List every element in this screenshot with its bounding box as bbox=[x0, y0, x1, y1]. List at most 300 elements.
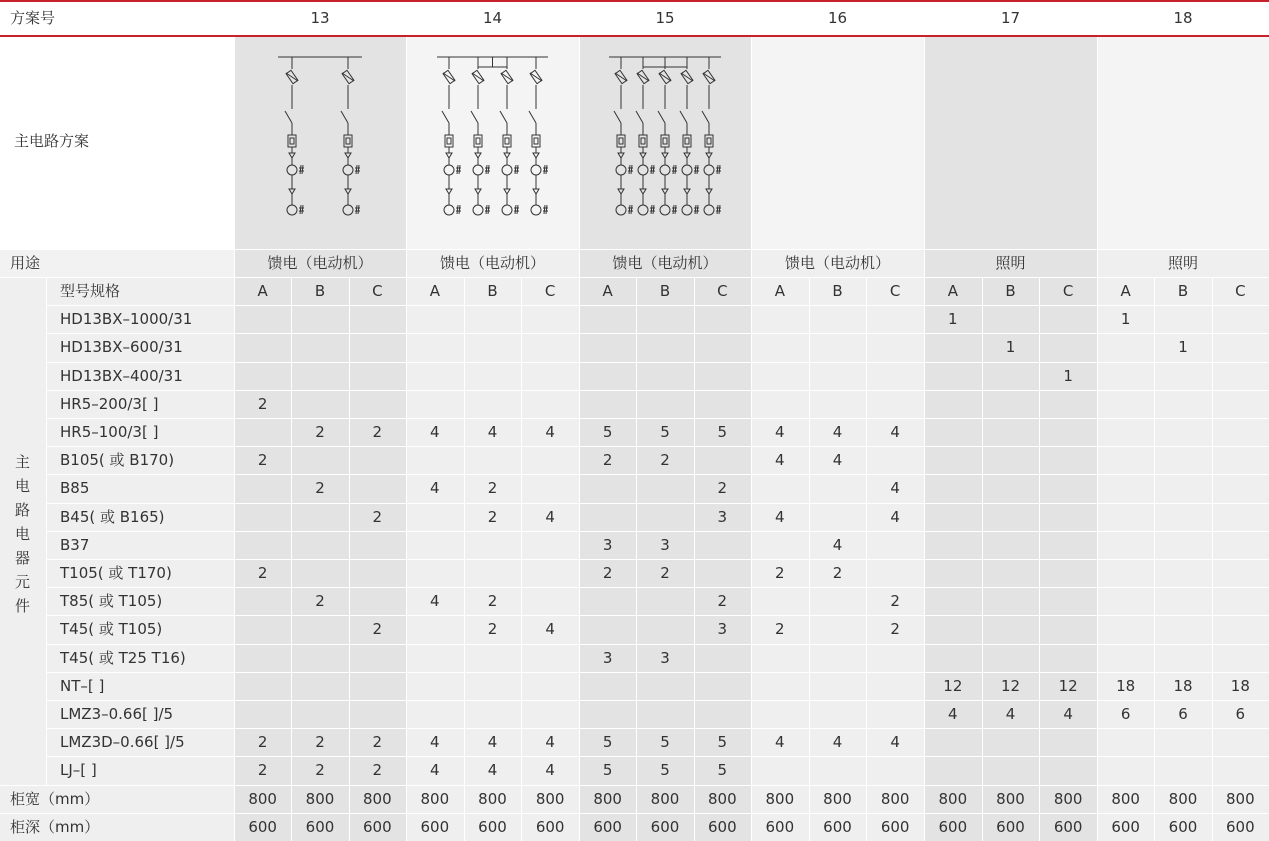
sub-column-label: C bbox=[1062, 282, 1074, 300]
width-value: 800 bbox=[593, 789, 622, 808]
fuse-icon bbox=[286, 70, 298, 83]
usage-value: 照明 bbox=[995, 254, 1026, 272]
component-qty: 12 bbox=[1058, 676, 1078, 695]
depth-value: 600 bbox=[996, 817, 1025, 836]
component-qty: 4 bbox=[890, 507, 900, 526]
ground-arrow-icon bbox=[446, 153, 452, 158]
switch-icon bbox=[614, 111, 621, 123]
width-value: 800 bbox=[823, 789, 852, 808]
fuse-icon bbox=[443, 70, 455, 83]
grid-line bbox=[0, 785, 1269, 786]
ground-arrow-icon bbox=[289, 189, 295, 194]
current-transformer-icon bbox=[682, 205, 699, 215]
component-qty: 4 bbox=[487, 733, 498, 752]
component-qty: 5 bbox=[717, 423, 728, 441]
contactor-icon bbox=[661, 135, 669, 147]
circuit-diagram bbox=[406, 37, 579, 249]
grid-line bbox=[579, 37, 580, 841]
ground-arrow-icon bbox=[446, 189, 452, 194]
width-value: 800 bbox=[248, 789, 277, 808]
component-qty: 4 bbox=[545, 733, 555, 752]
sub-column-label: A bbox=[774, 282, 785, 300]
sub-column-label: C bbox=[544, 282, 556, 300]
component-qty: 4 bbox=[430, 479, 440, 498]
current-transformer-icon bbox=[287, 205, 304, 215]
current-transformer-icon bbox=[616, 165, 633, 175]
grid-line bbox=[46, 418, 1269, 419]
component-qty: 4 bbox=[545, 761, 555, 780]
depth-value: 600 bbox=[823, 817, 852, 836]
current-transformer-icon bbox=[638, 205, 655, 215]
ground-arrow-icon bbox=[640, 189, 646, 194]
component-qty: 3 bbox=[602, 535, 613, 554]
header-rule bbox=[0, 35, 1269, 37]
ground-arrow-icon bbox=[706, 189, 712, 194]
current-transformer-icon bbox=[704, 165, 721, 175]
component-qty: 4 bbox=[775, 451, 785, 470]
grid-line bbox=[0, 813, 1269, 814]
contactor-icon bbox=[503, 135, 511, 147]
width-value: 800 bbox=[996, 789, 1025, 808]
diagram-cell-bg bbox=[1097, 37, 1269, 249]
scheme-number: 15 bbox=[655, 9, 675, 27]
scheme-number: 14 bbox=[482, 9, 503, 27]
depth-value: 600 bbox=[650, 817, 680, 836]
depth-value: 600 bbox=[1226, 817, 1255, 836]
component-qty: 2 bbox=[315, 592, 325, 611]
component-name: LJ–[ ] bbox=[60, 761, 97, 780]
component-qty: 4 bbox=[430, 423, 440, 441]
width-value: 800 bbox=[363, 789, 392, 808]
sub-column-label: B bbox=[487, 282, 498, 300]
component-qty: 4 bbox=[890, 733, 900, 752]
component-qty: 2 bbox=[832, 564, 843, 582]
contactor-core bbox=[447, 138, 451, 144]
component-group-label-char: 件 bbox=[15, 597, 31, 616]
grid-line bbox=[0, 249, 1269, 250]
current-transformer-icon bbox=[343, 205, 360, 215]
component-qty: 5 bbox=[602, 733, 613, 752]
current-transformer-icon bbox=[682, 165, 699, 175]
depth-value: 600 bbox=[1111, 817, 1140, 836]
component-qty: 3 bbox=[717, 620, 728, 639]
depth-value: 600 bbox=[880, 817, 910, 836]
contactor-core bbox=[641, 138, 645, 144]
contactor-core bbox=[505, 138, 509, 144]
scheme-no-label: 方案号 bbox=[10, 9, 56, 27]
ground-arrow-icon bbox=[289, 153, 295, 158]
width-label: 柜宽（mm） bbox=[10, 789, 100, 808]
component-qty: 6 bbox=[1178, 705, 1188, 723]
usage-value: 照明 bbox=[1167, 254, 1199, 272]
ground-arrow-icon bbox=[504, 153, 510, 158]
scheme-number: 18 bbox=[1173, 9, 1193, 27]
component-qty: 1 bbox=[948, 310, 958, 329]
switch-icon bbox=[529, 111, 536, 123]
contactor-icon bbox=[532, 135, 540, 147]
component-qty: 2 bbox=[315, 479, 325, 498]
grid-line bbox=[406, 37, 407, 841]
component-name: NT–[ ] bbox=[60, 676, 105, 695]
current-transformer-icon bbox=[287, 165, 304, 175]
grid-line bbox=[46, 446, 1269, 447]
component-qty: 4 bbox=[832, 535, 843, 554]
component-qty: 2 bbox=[602, 451, 613, 470]
width-value: 800 bbox=[765, 789, 795, 808]
width-value: 800 bbox=[1111, 789, 1140, 808]
grid-line bbox=[46, 615, 1269, 616]
sub-column-label: A bbox=[257, 282, 268, 300]
component-qty: 2 bbox=[372, 620, 383, 639]
ground-arrow-icon bbox=[662, 189, 668, 194]
component-name: T105( 或 T170) bbox=[60, 564, 172, 582]
component-qty: 4 bbox=[832, 423, 843, 441]
switch-icon bbox=[442, 111, 449, 123]
component-qty: 5 bbox=[660, 761, 670, 780]
grid-line bbox=[46, 503, 1269, 504]
ground-arrow-icon bbox=[345, 153, 351, 158]
model-spec-label: 型号规格 bbox=[60, 282, 121, 300]
component-qty: 5 bbox=[717, 733, 728, 752]
current-transformer-icon bbox=[660, 165, 677, 175]
component-qty: 4 bbox=[832, 733, 843, 752]
ground-arrow-icon bbox=[618, 153, 624, 158]
contactor-core bbox=[707, 138, 711, 144]
diagram-cell-bg bbox=[924, 37, 1097, 249]
grid-line bbox=[234, 37, 235, 841]
width-value: 800 bbox=[1226, 789, 1255, 808]
component-qty: 18 bbox=[1230, 676, 1250, 695]
contactor-icon bbox=[474, 135, 482, 147]
contactor-icon bbox=[639, 135, 647, 147]
scheme-number: 16 bbox=[827, 9, 848, 27]
depth-value: 600 bbox=[765, 817, 795, 836]
component-qty: 5 bbox=[717, 761, 728, 780]
component-qty: 2 bbox=[487, 479, 498, 498]
component-qty: 2 bbox=[890, 620, 900, 639]
ground-arrow-icon bbox=[533, 189, 539, 194]
component-qty: 18 bbox=[1173, 676, 1193, 695]
grid-line bbox=[46, 644, 1269, 645]
component-qty: 4 bbox=[775, 423, 785, 441]
component-group-label-char: 主 bbox=[15, 453, 31, 472]
depth-value: 600 bbox=[1168, 817, 1198, 836]
fuse-icon bbox=[659, 70, 671, 83]
component-qty: 4 bbox=[1005, 705, 1016, 723]
top-rule bbox=[0, 0, 1269, 2]
circuit-diagram bbox=[579, 37, 751, 249]
component-qty: 18 bbox=[1116, 676, 1136, 695]
width-value: 800 bbox=[1168, 789, 1198, 808]
component-qty: 6 bbox=[1120, 705, 1131, 723]
width-value: 800 bbox=[535, 789, 565, 808]
component-qty: 4 bbox=[948, 705, 958, 723]
component-qty: 2 bbox=[372, 507, 383, 526]
component-qty: 2 bbox=[257, 564, 268, 582]
component-qty: 4 bbox=[1063, 705, 1073, 723]
sub-column-label: B bbox=[832, 282, 843, 300]
contactor-core bbox=[685, 138, 689, 144]
usage-value: 馈电（电动机） bbox=[267, 254, 373, 272]
component-qty: 4 bbox=[890, 479, 900, 498]
grid-line bbox=[46, 756, 1269, 757]
usage-label: 用途 bbox=[10, 254, 41, 272]
sub-column-label: B bbox=[314, 282, 326, 300]
component-qty: 1 bbox=[1063, 366, 1073, 385]
contactor-core bbox=[619, 138, 623, 144]
component-group-label-char: 元 bbox=[15, 573, 31, 592]
component-qty: 2 bbox=[257, 451, 268, 470]
ground-arrow-icon bbox=[684, 153, 690, 158]
component-name: T85( 或 T105) bbox=[60, 592, 163, 611]
component-qty: 2 bbox=[487, 507, 498, 526]
component-qty: 4 bbox=[775, 507, 785, 526]
usage-value: 馈电（电动机） bbox=[784, 254, 891, 272]
component-qty: 2 bbox=[775, 620, 785, 639]
component-name: LMZ3D–0.66[ ]/5 bbox=[60, 733, 185, 752]
ground-arrow-icon bbox=[345, 189, 351, 194]
component-qty: 2 bbox=[257, 761, 268, 780]
usage-value: 馈电（电动机） bbox=[612, 254, 718, 272]
ground-arrow-icon bbox=[706, 153, 712, 158]
component-qty: 4 bbox=[430, 592, 440, 611]
component-qty: 2 bbox=[372, 733, 383, 752]
component-qty: 12 bbox=[943, 676, 963, 695]
sub-column-label: C bbox=[889, 282, 901, 300]
component-qty: 2 bbox=[257, 733, 268, 752]
component-qty: 5 bbox=[660, 733, 670, 752]
fuse-icon bbox=[530, 70, 542, 83]
current-transformer-icon bbox=[531, 165, 548, 175]
depth-value: 600 bbox=[938, 817, 968, 836]
component-qty: 4 bbox=[890, 423, 900, 441]
sub-column-label: C bbox=[1235, 282, 1246, 300]
component-qty: 6 bbox=[1235, 705, 1246, 723]
component-group-label-char: 路 bbox=[15, 501, 31, 520]
component-qty: 3 bbox=[660, 535, 670, 554]
component-name: B45( 或 B165) bbox=[60, 507, 165, 526]
current-transformer-icon bbox=[473, 165, 490, 175]
fuse-icon bbox=[501, 70, 513, 83]
component-qty: 2 bbox=[602, 564, 613, 582]
component-qty: 12 bbox=[1000, 676, 1021, 695]
component-qty: 2 bbox=[372, 761, 383, 780]
current-transformer-icon bbox=[638, 165, 655, 175]
component-group-label-char: 电 bbox=[15, 477, 31, 496]
depth-value: 600 bbox=[1053, 817, 1083, 836]
depth-value: 600 bbox=[363, 817, 392, 836]
grid-line bbox=[924, 37, 925, 841]
component-qty: 1 bbox=[1178, 338, 1188, 357]
component-qty: 4 bbox=[430, 733, 440, 752]
component-qty: 5 bbox=[660, 423, 670, 441]
contactor-core bbox=[290, 138, 294, 144]
sub-column-label: B bbox=[1177, 282, 1189, 300]
component-qty: 3 bbox=[602, 648, 613, 667]
width-value: 800 bbox=[1053, 789, 1083, 808]
scheme-number: 13 bbox=[310, 9, 330, 27]
sub-column-label: B bbox=[659, 282, 671, 300]
component-qty: 4 bbox=[545, 423, 555, 441]
component-name: HD13BX–600/31 bbox=[60, 338, 183, 357]
current-transformer-icon bbox=[473, 205, 490, 215]
column-bg bbox=[406, 249, 579, 841]
component-qty: 4 bbox=[430, 761, 440, 780]
component-name: HD13BX–400/31 bbox=[60, 366, 183, 385]
ground-arrow-icon bbox=[475, 153, 481, 158]
sub-column-label: B bbox=[1005, 282, 1016, 300]
diagram-cell-bg bbox=[751, 37, 924, 249]
component-qty: 2 bbox=[372, 423, 383, 441]
component-qty: 2 bbox=[257, 394, 268, 413]
width-value: 800 bbox=[880, 789, 910, 808]
grid-line bbox=[46, 587, 1269, 588]
width-value: 800 bbox=[305, 789, 335, 808]
usage-value: 馈电（电动机） bbox=[439, 254, 546, 272]
left-label-bg bbox=[0, 249, 46, 841]
switch-icon bbox=[680, 111, 687, 123]
component-qty: 2 bbox=[890, 592, 900, 611]
contactor-core bbox=[534, 138, 538, 144]
component-qty: 2 bbox=[717, 479, 728, 498]
current-transformer-icon bbox=[616, 205, 633, 215]
current-transformer-icon bbox=[704, 205, 721, 215]
switch-icon bbox=[658, 111, 665, 123]
fuse-icon bbox=[342, 70, 354, 83]
grid-line bbox=[46, 362, 1269, 363]
switch-icon bbox=[285, 111, 292, 123]
component-group-label-char: 电 bbox=[15, 525, 31, 544]
grid-line bbox=[46, 277, 1269, 278]
component-qty: 1 bbox=[1120, 310, 1131, 329]
grid-line bbox=[46, 333, 1269, 334]
component-name: B105( 或 B170) bbox=[60, 451, 175, 470]
width-value: 800 bbox=[420, 789, 450, 808]
component-name: HR5–100/3[ ] bbox=[60, 423, 159, 441]
grid-line bbox=[46, 672, 1269, 673]
fuse-icon bbox=[615, 70, 627, 83]
component-name: LMZ3–0.66[ ]/5 bbox=[60, 705, 174, 723]
component-qty: 3 bbox=[660, 648, 670, 667]
ground-arrow-icon bbox=[475, 189, 481, 194]
component-qty: 2 bbox=[315, 733, 325, 752]
ground-arrow-icon bbox=[640, 153, 646, 158]
grid-line bbox=[46, 728, 1269, 729]
main-circuit-label: 主电路方案 bbox=[14, 132, 90, 150]
depth-value: 600 bbox=[420, 817, 450, 836]
depth-value: 600 bbox=[248, 817, 277, 836]
circuit-diagram bbox=[234, 37, 406, 249]
component-qty: 2 bbox=[660, 564, 670, 582]
component-qty: 2 bbox=[487, 620, 498, 639]
ground-arrow-icon bbox=[504, 189, 510, 194]
sub-column-label: A bbox=[1120, 282, 1131, 300]
component-qty: 3 bbox=[717, 507, 728, 526]
current-transformer-icon bbox=[531, 205, 548, 215]
depth-value: 600 bbox=[305, 817, 335, 836]
component-qty: 2 bbox=[660, 451, 670, 470]
grid-line bbox=[46, 390, 1269, 391]
current-transformer-icon bbox=[444, 205, 461, 215]
component-qty: 4 bbox=[775, 733, 785, 752]
sub-column-label: A bbox=[602, 282, 613, 300]
contactor-core bbox=[663, 138, 667, 144]
grid-line bbox=[751, 37, 752, 841]
component-qty: 5 bbox=[602, 423, 613, 441]
width-value: 800 bbox=[708, 789, 737, 808]
contactor-core bbox=[476, 138, 480, 144]
component-name: HR5–200/3[ ] bbox=[60, 394, 159, 413]
grid-line bbox=[46, 474, 1269, 475]
component-qty: 1 bbox=[1005, 338, 1016, 357]
grid-line bbox=[46, 305, 1269, 306]
sub-column-label: C bbox=[717, 282, 728, 300]
width-value: 800 bbox=[938, 789, 968, 808]
component-qty: 4 bbox=[487, 761, 498, 780]
fuse-icon bbox=[472, 70, 484, 83]
contactor-icon bbox=[288, 135, 296, 147]
component-qty: 2 bbox=[775, 564, 785, 582]
component-qty: 2 bbox=[717, 592, 728, 611]
component-qty: 4 bbox=[545, 620, 555, 639]
width-value: 800 bbox=[478, 789, 507, 808]
switch-icon bbox=[471, 111, 478, 123]
sub-column-label: C bbox=[372, 282, 383, 300]
current-transformer-icon bbox=[502, 205, 519, 215]
depth-label: 柜深（mm） bbox=[10, 817, 100, 836]
component-qty: 4 bbox=[832, 451, 843, 470]
fuse-icon bbox=[703, 70, 715, 83]
sub-column-label: A bbox=[429, 282, 440, 300]
grid-line bbox=[46, 559, 1269, 560]
component-qty: 2 bbox=[487, 592, 498, 611]
contactor-icon bbox=[683, 135, 691, 147]
component-name: HD13BX–1000/31 bbox=[60, 310, 193, 329]
component-qty: 2 bbox=[315, 423, 325, 441]
grid-line bbox=[46, 531, 1269, 532]
contactor-icon bbox=[344, 135, 352, 147]
component-name: B85 bbox=[60, 479, 90, 498]
current-transformer-icon bbox=[444, 165, 461, 175]
component-qty: 5 bbox=[602, 761, 613, 780]
switch-icon bbox=[341, 111, 348, 123]
sub-column-label: A bbox=[947, 282, 958, 300]
component-group-label-char: 器 bbox=[15, 549, 31, 568]
grid-line bbox=[46, 700, 1269, 701]
current-transformer-icon bbox=[502, 165, 519, 175]
ground-arrow-icon bbox=[662, 153, 668, 158]
component-qty: 2 bbox=[315, 761, 325, 780]
depth-value: 600 bbox=[593, 817, 622, 836]
current-transformer-icon bbox=[343, 165, 360, 175]
depth-value: 600 bbox=[708, 817, 737, 836]
ground-arrow-icon bbox=[618, 189, 624, 194]
component-name: B37 bbox=[60, 535, 90, 554]
contactor-icon bbox=[705, 135, 713, 147]
depth-value: 600 bbox=[478, 817, 507, 836]
ground-arrow-icon bbox=[684, 189, 690, 194]
component-qty: 4 bbox=[545, 507, 555, 526]
depth-value: 600 bbox=[535, 817, 565, 836]
scheme-number: 17 bbox=[1000, 9, 1021, 27]
current-transformer-icon bbox=[660, 205, 677, 215]
switch-icon bbox=[702, 111, 709, 123]
column-bg bbox=[234, 249, 406, 841]
contactor-core bbox=[346, 138, 350, 144]
width-value: 800 bbox=[650, 789, 680, 808]
fuse-icon bbox=[681, 70, 693, 83]
switch-icon bbox=[636, 111, 643, 123]
